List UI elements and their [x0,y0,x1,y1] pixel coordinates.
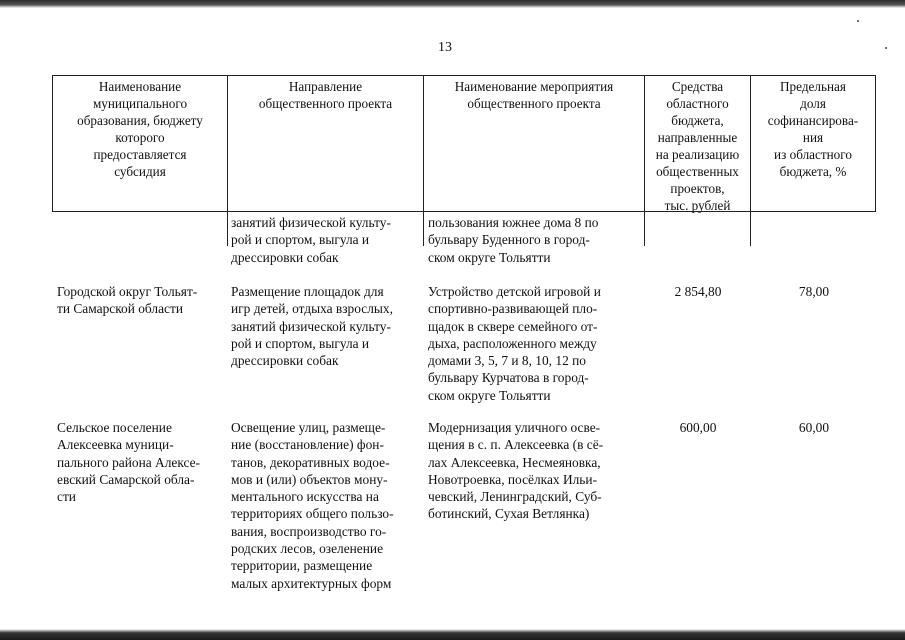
scan-edge-top [0,0,905,8]
row-0-event: пользования южнее дома 8 по бульвару Буденного в город- ском округе Тольятти [428,215,599,265]
column-divider [423,212,424,246]
row-2-share: 60,00 [798,420,830,435]
row-2-municipality: Сельское поселение Алексеевка муници- пального района Алексе- евский Самарской обла- сти [57,420,201,505]
header-share: Предельная доля софинансирова- ния из областного бюджета, % [750,75,876,212]
column-divider [644,212,645,246]
column-divider [750,212,751,246]
header-funds: Средства областного бюджета, направленные на реализацию общественных проектов, тыс. рублей [644,75,751,212]
row-2-event: Модернизация уличного осве- щения в с. п. Алексеевка (в сё- лах Алексеевка, Несмеяновка, Новотроевка, посёлках Ильи- чевский, Ленинградский, Суб- ботинский, Сухая Ветлянка) [428,420,604,522]
row-1-municipality: Городской округ Тольят- ти Самарской области [57,284,198,317]
row-1-event: Устройство детской игровой и спортивно-развивающей пло- щадок в сквере семейного от- дыха, расположенного между домами 3, 5, 7 и 8, 10, 12 по бульвару Курчатова в город- ском округе Тольятти [428,284,601,403]
row-1-share: 78,00 [798,284,830,299]
column-divider [227,212,228,246]
row-1-funds: 2 854,80 [674,284,722,299]
header-event: Наименование мероприятия общественного проекта [423,75,645,212]
header-direction: Направление общественного проекта [227,75,424,212]
row-2-funds: 600,00 [679,420,717,435]
row-0-direction: занятий физической культу- рой и спортом, выгула и дрессировки собак [231,215,391,265]
row-2-direction: Освещение улиц, размеще- ние (восстановление) фон- танов, декоративных водое- мов и (или) объектов мону- ментального искусства на территориях общего пользо- вания, воспроизводство го- родских лесов, озеленение территории, размещение малых архитектурных форм [231,420,394,591]
scan-edge-bottom [0,629,905,640]
header-municipality: Наименование муниципального образования, бюджету которого предоставляется субсидия [52,75,228,212]
scan-speck [857,20,859,22]
scan-speck [885,47,887,49]
row-1-direction: Размещение площадок для игр детей, отдыха взрослых, занятий физической культу- рой и спортом, выгула и дрессировки собак [231,284,393,369]
page-number: 13 [438,40,452,55]
